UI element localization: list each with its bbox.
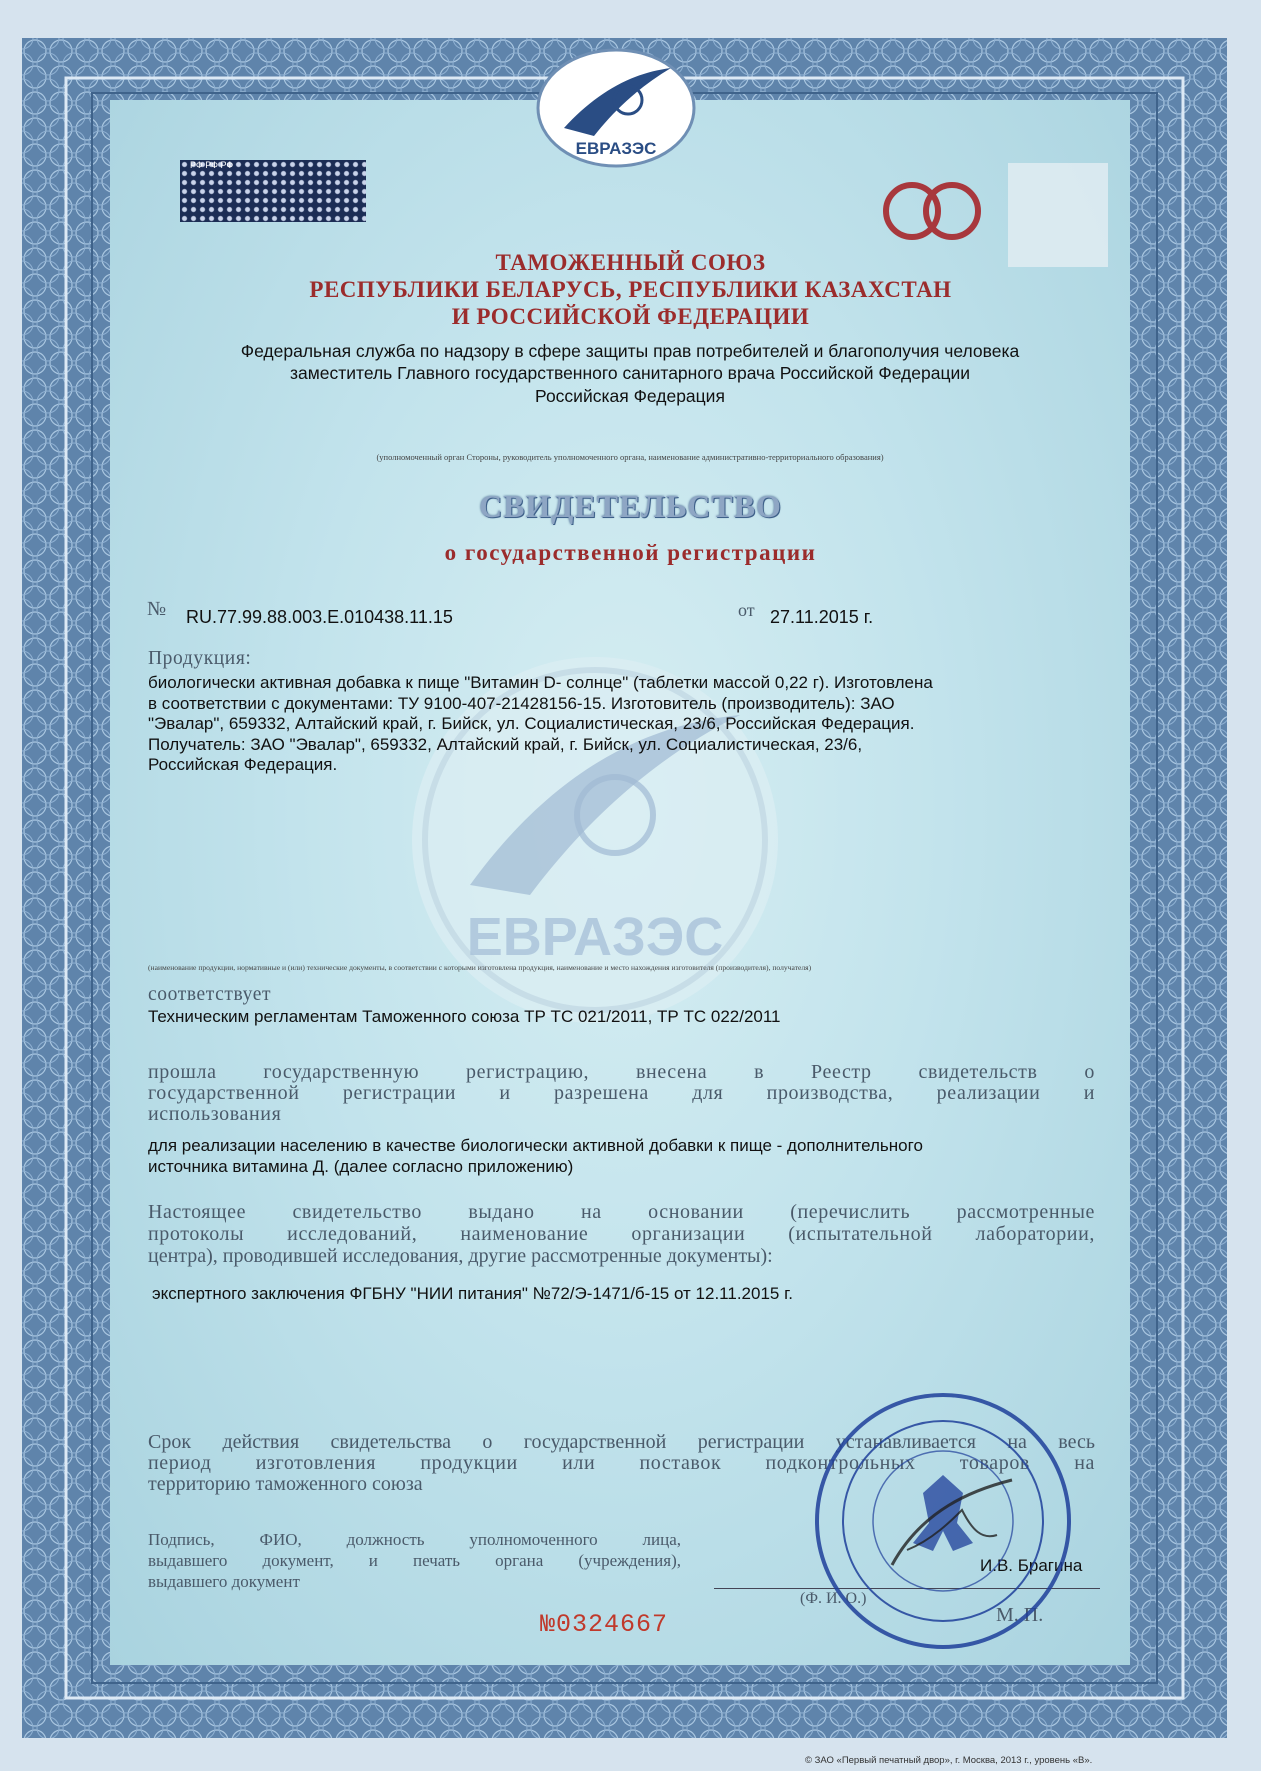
registration-date: 27.11.2015 г. [770, 607, 874, 627]
svg-text:СЭ: СЭ [923, 211, 941, 225]
product-label: Продукция: [148, 648, 252, 669]
basis-line-2: протоколы исследований, наименование организации (испытательной лаборатории, [148, 1223, 1095, 1245]
validity-line-2: период изготовления продукции или поставок подконтрольных товаров на [148, 1452, 1095, 1474]
header-line-2: РЕСПУБЛИКИ БЕЛАРУСЬ, РЕСПУБЛИКИ КАЗАХСТАН [309, 277, 952, 302]
authority-line-3: Российская Федерация [535, 386, 725, 406]
header-line-3: И РОССИЙСКОЙ ФЕДЕРАЦИИ [451, 304, 810, 329]
conformity-mark [880, 180, 985, 242]
basis-line-3: центра), проводившей исследования, другие рассмотренные документы): [148, 1245, 773, 1267]
product-line: в соответствии с документами: ТУ 9100-407-21428156-15. Изготовитель (производитель): ЗАО [148, 693, 895, 713]
registered-line-1: прошла государственную регистрацию, внесена в Реестр свидетельств о [148, 1061, 1095, 1083]
registration-number: RU.77.99.88.003.Е.010438.11.15 [186, 607, 453, 627]
product-note: (наименование продукции, нормативные и (или) технические документы, в соответствии с которыми изготовлена продукция, наименование и место нахождения изготовителя (производителя), получателя) [148, 963, 812, 972]
authority-line-2: заместитель Главного государственного санитарного врача Российской Федерации [289, 363, 971, 383]
product-line: Получатель: ЗАО "Эвалар", 659332, Алтайский край, г. Бийск, ул. Социалистическая, 23/6, [148, 734, 863, 754]
conforms-label: соответствует [148, 984, 272, 1005]
signature-label-1: Подпись, ФИО, должность уполномоченного лица, [148, 1530, 681, 1549]
registered-line-2: государственной регистрации и разрешена для производства, реализации и [148, 1082, 1095, 1104]
validity-line-3: территорию таможенного союза [148, 1473, 423, 1495]
mp-label: М. П. [996, 1604, 1044, 1626]
basis-line-1: Настоящее свидетельство выдано на основании (перечислить рассмотренные [148, 1201, 1095, 1223]
certificate-title: СВИДЕТЕЛЬСТВО [479, 488, 782, 524]
signature-label-3: выдавшего документ [148, 1572, 300, 1591]
printer-footer: © ЗАО «Первый печатный двор», г. Москва, 2013 г., уровень «В». [805, 1755, 1093, 1766]
product-line: биологически активная добавка к пище "Витамин D- солнце" (таблетки массой 0,22 г). Изготовлена [148, 673, 933, 692]
authority-note: (уполномоченный орган Стороны, руководитель уполномоченного органа, наименование административно-территориального образования) [376, 452, 884, 462]
hologram-label: РФ РФ РФ [190, 160, 234, 170]
basis-value: экспертного заключения ФГБНУ "НИИ питания" №72/Э-1471/б-15 от 12.11.2015 г. [152, 1284, 793, 1303]
usage-line-1: для реализации населению в качестве биологически активной добавки к пище - дополнительного [148, 1136, 923, 1155]
signature-label-2: выдавшего документ, и печать органа (учреждения), [148, 1551, 681, 1570]
signatory-name: И.В. Брагина [980, 1556, 1083, 1575]
fio-label: (Ф. И. О.) [800, 1590, 867, 1607]
svg-text:ЕВРАЗЭС: ЕВРАЗЭС [575, 139, 657, 158]
product-line: Российская Федерация. [148, 755, 338, 774]
authority-line-1: Федеральная служба по надзору в сфере защиты прав потребителей и благополучия человека [240, 341, 1020, 361]
product-description [148, 673, 1108, 776]
conforms-text: Техническим регламентам Таможенного союза ТР ТС 021/2011, ТР ТС 022/2011 [148, 1007, 781, 1026]
eurasec-emblem [536, 48, 696, 168]
hologram-sticker [180, 160, 366, 222]
usage-line-2: источника витамина Д. (далее согласно приложению) [148, 1157, 574, 1176]
svg-text:ЕВРАЗЭС: ЕВРАЗЭС [466, 907, 724, 967]
official-round-seal [812, 1390, 1074, 1652]
date-label: от [738, 600, 755, 620]
header-line-1: ТАМОЖЕННЫЙ СОЮЗ [495, 250, 766, 275]
validity-line-1: Срок действия свидетельства о государственной регистрации устанавливается на весь [148, 1431, 1095, 1453]
serial-number: №0324667 [540, 1610, 669, 1639]
certificate-subtitle: о государственной регистрации [444, 540, 817, 565]
registered-line-3: использования [148, 1103, 282, 1125]
product-line: "Эвалар", 659332, Алтайский край, г. Бийск, ул. Социалистическая, 23/6, Российская Федерация. [148, 714, 915, 733]
number-label: № [147, 598, 167, 620]
